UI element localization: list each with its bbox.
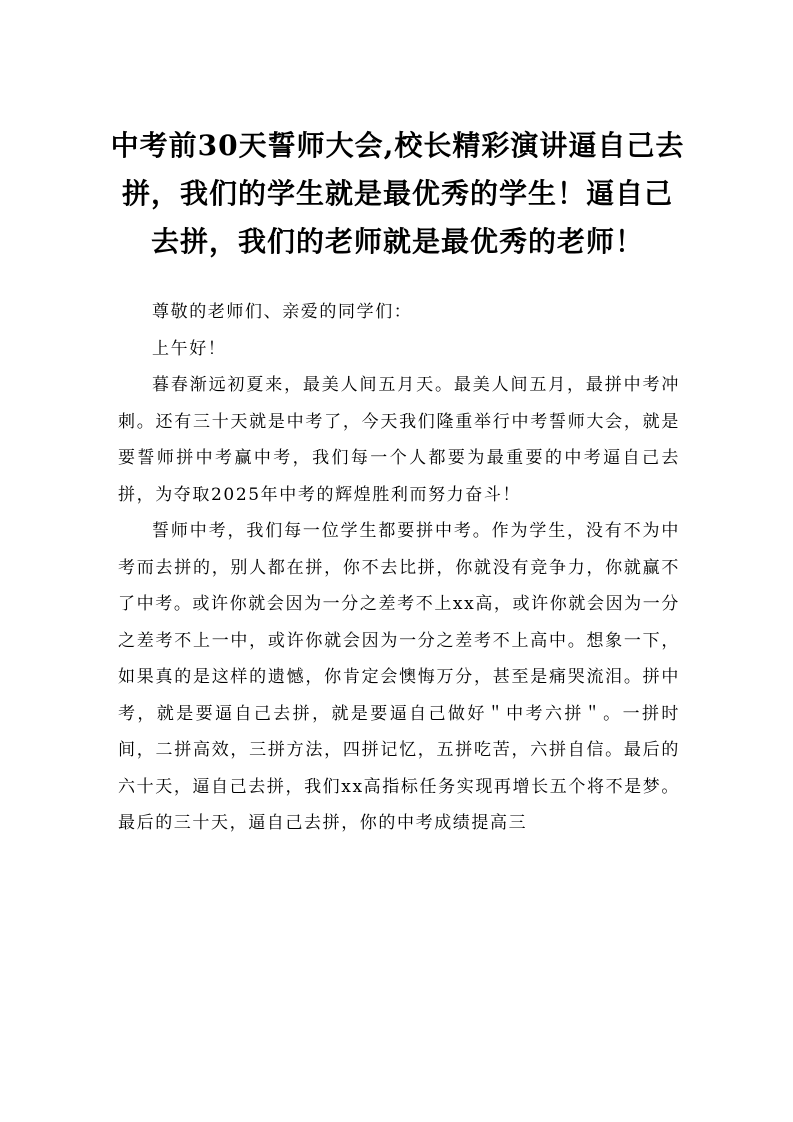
salutation-paragraph: 尊敬的老师们、亲爱的同学们：	[152, 302, 413, 322]
body-paragraph: 暮春渐远初夏来，最美人间五月天。最美人间五月，最拼中考冲刺。还有三十天就是中考了，今天我们隆重举行中考誓师大会，就是要誓师拼中考赢中考，我们每一个人都要为最重要的中考逼自己去拼，为夺取2025年中考的辉煌胜利而努力奋斗！	[118, 375, 680, 505]
greeting-paragraph: 上午好！	[152, 338, 227, 359]
body-paragraph: 誓师中考，我们每一位学生都要拼中考。作为学生，没有不为中考而去拼的，别人都在拼，你不去比拼，你就没有竞争力，你就赢不了中考。或许你就会因为一分之差考不上xx高，或许你就会因为一分之差考不上一中，或许你就会因为一分之差考不上高中。想象一下，如果真的是这样的遗憾，你肯定会懊悔万分，甚至是痛哭流泪。拼中考，就是要逼自己去拼，就是要逼自己做好＂中考六拼＂。一拼时间，二拼高效，三拼方法，四拼记忆，五拼吃苦，六拼自信。最后的六十天，逼自己去拼，我们xx高指标任务实现再增长五个将不是梦。最后的三十天，逼自己去拼，你的中考成绩提高三	[118, 521, 680, 833]
document-title: 中考前30天誓师大会,校长精彩演讲逼自己去拼，我们的学生就是最优秀的学生！逼自己去拼，我们的老师就是最优秀的老师！	[110, 129, 685, 258]
document-body	[118, 294, 680, 842]
